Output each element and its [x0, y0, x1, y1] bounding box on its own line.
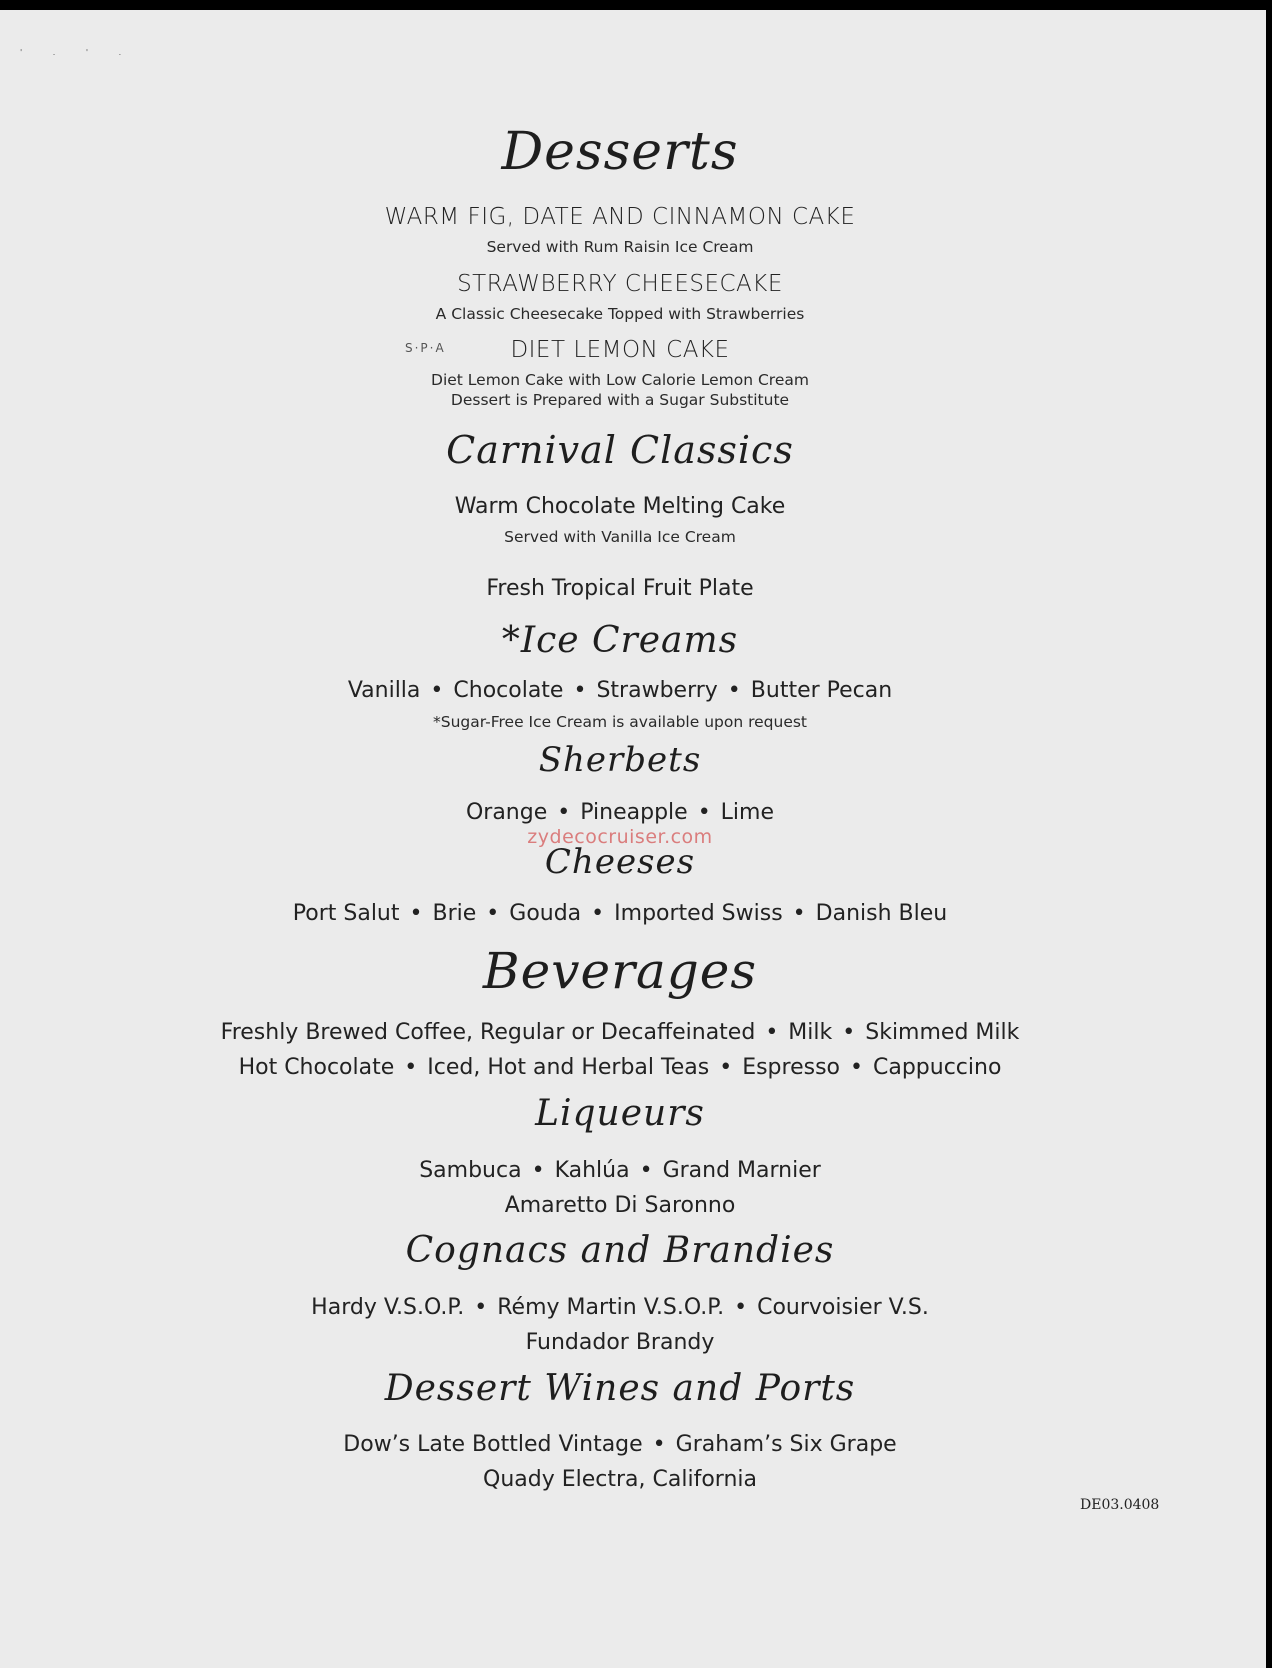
cognac-item: Hardy V.S.O.P. — [311, 1295, 465, 1320]
menu-page — [0, 10, 1266, 1668]
beverage-item: Freshly Brewed Coffee, Regular or Decaffeinated — [220, 1020, 756, 1045]
ice-cream-item: Chocolate — [453, 678, 564, 703]
heading-sherbets: Sherbets — [538, 740, 702, 780]
ice-cream-item: Vanilla — [347, 678, 421, 703]
dessert-wine-item: Dow’s Late Bottled Vintage — [343, 1432, 643, 1457]
classic-item-description: Served with Vanilla Ice Cream — [504, 528, 736, 546]
beverage-list — [0, 1055, 1240, 1080]
dessert-wine-list — [0, 1432, 1240, 1457]
heading-ice-creams: *Ice Creams — [501, 620, 739, 661]
bullet-separator: • — [734, 1295, 748, 1320]
dessert-item-description: A Classic Cheesecake Topped with Strawberries — [435, 305, 805, 323]
beverage-item: Cappuccino — [872, 1055, 1002, 1080]
bullet-separator: • — [850, 1055, 863, 1080]
dessert-item-name: STRAWBERRY CHEESECAKE — [457, 271, 783, 297]
liqueur-list — [0, 1158, 1240, 1183]
bullet-separator: • — [557, 800, 571, 825]
ice-cream-item: Butter Pecan — [750, 678, 893, 703]
dessert-item-name: DIET LEMON CAKE — [510, 337, 730, 363]
cheese-list — [0, 901, 1240, 926]
dessert-item-description: Served with Rum Raisin Ice Cream — [486, 238, 754, 256]
bullet-separator: • — [842, 1020, 856, 1045]
dessert-item-description: Diet Lemon Cake with Low Calorie Lemon Cream — [431, 371, 809, 389]
bullet-separator: • — [430, 678, 444, 703]
liqueur-item: Grand Marnier — [662, 1158, 821, 1183]
cheese-item: Imported Swiss — [614, 901, 783, 926]
bullet-separator: • — [719, 1055, 733, 1080]
classic-item-name: Fresh Tropical Fruit Plate — [486, 576, 754, 601]
heading-beverages: Beverages — [482, 942, 758, 1000]
cheese-item: Brie — [432, 901, 477, 926]
beverage-list — [0, 1020, 1240, 1045]
spa-badge-logo: S·P·A — [405, 341, 446, 355]
dessert-wine-item: Quady Electra, California — [483, 1467, 757, 1492]
bullet-separator: • — [792, 901, 806, 926]
ice-cream-list — [0, 678, 1240, 703]
cognac-item: Rémy Martin V.S.O.P. — [497, 1295, 725, 1320]
liqueur-item: Amaretto Di Saronno — [504, 1193, 736, 1218]
ice-cream-note: *Sugar-Free Ice Cream is available upon request — [432, 713, 808, 731]
heading-liqueurs: Liqueurs — [535, 1093, 705, 1134]
scan-specks: ' . ' . — [20, 48, 136, 57]
beverage-item: Hot Chocolate — [238, 1055, 395, 1080]
bullet-separator: • — [765, 1020, 779, 1045]
dessert-wine-item: Graham’s Six Grape — [675, 1432, 897, 1457]
beverage-item: Milk — [788, 1020, 833, 1045]
liqueur-item: Sambuca — [419, 1158, 522, 1183]
classic-item-name: Warm Chocolate Melting Cake — [454, 494, 786, 519]
sherbet-item: Orange — [465, 800, 548, 825]
watermark-text: zydecocruiser.com — [527, 826, 713, 848]
beverage-item: Iced, Hot and Herbal Teas — [427, 1055, 710, 1080]
bullet-separator: • — [486, 901, 500, 926]
bullet-separator: • — [639, 1158, 653, 1183]
bullet-separator: • — [591, 901, 605, 926]
heading-desserts: Desserts — [501, 122, 739, 182]
dessert-item-description: Dessert is Prepared with a Sugar Substitute — [450, 391, 790, 409]
bullet-separator: • — [697, 800, 711, 825]
bullet-separator: • — [474, 1295, 488, 1320]
beverage-item: Espresso — [742, 1055, 840, 1080]
bullet-separator: • — [531, 1158, 545, 1183]
footer-code: DE03.0408 — [1080, 1497, 1160, 1513]
cheese-item: Gouda — [509, 901, 582, 926]
sherbet-item: Lime — [720, 800, 775, 825]
bullet-separator: • — [652, 1432, 666, 1457]
beverage-item: Skimmed Milk — [865, 1020, 1020, 1045]
cheese-item: Port Salut — [292, 901, 400, 926]
bullet-separator: • — [409, 901, 423, 926]
bullet-separator: • — [573, 678, 587, 703]
ice-cream-item: Strawberry — [596, 678, 718, 703]
heading-cheeses: Cheeses — [544, 842, 696, 882]
heading-carnival-classics: Carnival Classics — [446, 428, 794, 472]
cheese-item: Danish Bleu — [815, 901, 948, 926]
cognac-list — [0, 1295, 1240, 1320]
bullet-separator: • — [404, 1055, 418, 1080]
sherbet-item: Pineapple — [580, 800, 688, 825]
bullet-separator: • — [727, 678, 741, 703]
sherbet-list — [0, 800, 1240, 825]
heading-cognacs-brandies: Cognacs and Brandies — [405, 1230, 835, 1271]
heading-dessert-wines-ports: Dessert Wines and Ports — [384, 1368, 856, 1409]
liqueur-item: Kahlúa — [554, 1158, 630, 1183]
cognac-item: Courvoisier V.S. — [757, 1295, 929, 1320]
cognac-item: Fundador Brandy — [525, 1330, 715, 1355]
dessert-item-name: WARM FIG, DATE AND CINNAMON CAKE — [384, 204, 856, 230]
